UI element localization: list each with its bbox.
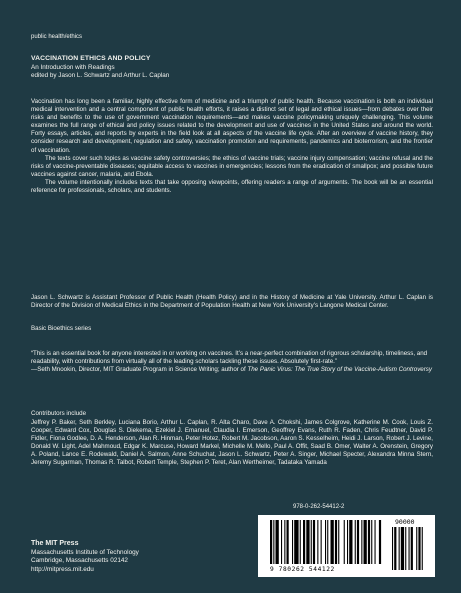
isbn-text: 978-0-262-54412-2: [293, 504, 345, 510]
contributors-heading: Contributors include: [31, 410, 87, 417]
endorsement-quote: “This is an essential book for anyone interested in or working on vaccines. It’s a near-perfect combination of rigorous scholarship, timeliness, and readability, with contributions from virtually all of the leading scholars tackling these issues. Absolutely first-rate.”: [31, 350, 428, 366]
series-name: Basic Bioethics series: [31, 325, 92, 332]
book-subtitle: An Introduction with Readings: [31, 64, 115, 71]
endorsement-attribution: [31, 366, 433, 374]
subject-category: public health/ethics: [31, 34, 83, 40]
description: [31, 98, 433, 195]
barcode-digits: 9 780262 544122: [270, 566, 335, 573]
barcode: [258, 515, 435, 577]
publisher-name: The MIT Press: [31, 540, 79, 547]
description-paragraph: The texts cover such topics as vaccine safety controversies; the ethics of vaccine trials; vaccine injury compensation; vaccine refusal and the risks of vaccine-preventable diseases; equitable access to vaccines in emergencies; lessons from the eradication of smallpox; and possible future vaccines against cancer, malaria, and Ebola.: [31, 154, 433, 178]
publisher-block: [31, 540, 139, 574]
book-title: VACCINATION ETHICS AND POLICY: [31, 55, 151, 62]
book-editors: edited by Jason L. Schwartz and Arthur L. Caplan: [31, 72, 170, 79]
description-paragraph: The volume intentionally includes texts that take opposing viewpoints, offering readers a range of arguments. The book will be an essential reference for professionals, scholars, and students.: [31, 178, 433, 195]
endorsement-author: —Seth Mnookin, Director, MIT Graduate Program in Science Writing; author of: [31, 366, 248, 374]
barcode-price-code: 90000: [395, 518, 415, 526]
contributors-list: Jeffrey P. Baker, Seth Berkley, Luciana Borio, Arthur L. Caplan, R. Alta Charo, Dave A. Chokshi, James Colgrove, Katherine M. Cook, Louis Z. Cooper, Edward Cox, Douglas S. Diekema, Ezekiel J. Emanuel, Claudia I. Emerson, Geoffrey Evans, Ruth R. Faden, Chris Feudtner, David P. Fidler, Fiona Godlee, D. A. Henderson, Alan R. Hinman, Peter Hotez, Robert M. Jacobson, Aaron S. Kesselheim, Heidi J. Larson, Robert J. Levine, Donald W. Light, Adel Mahmoud, Edgar K. Marcuse, Howard Markel, Michelle M. Mello, Paul A. Offit, Saad B. Omer, Walter A. Orenstein, Gregory A. Poland, Lance E. Rodewald, Daniel A. Salmon, Anne Schuchat, Jason L. Schwartz, Peter A. Singer, Michael Specter, Alexandra Minna Stern, Jeremy Sugarman, Thomas R. Talbot, Robert Temple, Stephen P. Teret, Alan Wertheimer, Tadataka Yamada: [31, 419, 433, 467]
endorsement: [31, 350, 433, 374]
description-paragraph: Vaccination has long been a familiar, highly effective form of medicine and a triumph of public health. Because vaccination is both an individual medical intervention and a central component of public health efforts, it raises a distinct set of legal and ethical issues—from debates over their risks and benefits to the use of government vaccination requirements—and makes vaccine policymaking uniquely challenging. This volume examines the full range of ethical and policy issues related to the development and use of vaccines in the United States and around the world. Forty essays, articles, and reports by experts in the field look at all aspects of the vaccine life cycle. After an overview of vaccine history, they consider research and development, regulation and safety, vaccination promotion and requirements, pandemics and bioterrorism, and the frontier of vaccination.: [31, 98, 433, 154]
publisher-line: Cambridge, Massachusetts 02142: [31, 557, 128, 565]
publisher-url: http://mitpress.mit.edu: [31, 565, 94, 573]
endorsement-book-title: The Panic Virus: The True Story of the Vaccine-Autism Controversy: [247, 366, 432, 374]
publisher-line: Massachusetts Institute of Technology: [31, 549, 139, 557]
author-bio: Jason L. Schwartz is Assistant Professor of Public Health (Health Policy) and in the History of Medicine at Yale University. Arthur L. Caplan is Director of the Division of Medical Ethics in the Department of Population Health at New York University’s Langone Medical Center.: [31, 294, 433, 310]
